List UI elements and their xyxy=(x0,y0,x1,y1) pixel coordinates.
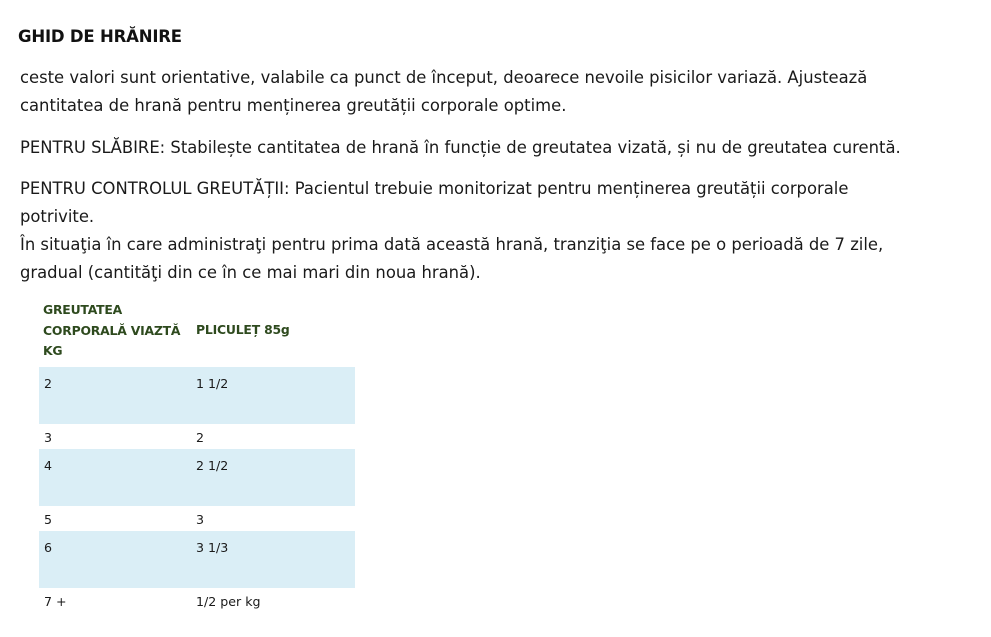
column-header-sachet: PLICULEȚ 85g xyxy=(196,322,290,337)
paragraph-line: potrivite. xyxy=(20,207,95,226)
column-header-weight: GREUTATEA CORPORALĂ VIAZTĂ KG xyxy=(43,302,181,358)
weight-cell: 2 xyxy=(44,376,53,391)
paragraph-line: gradual (cantităţi din ce în ce mai mari din noua hrană). xyxy=(20,263,481,282)
table-row xyxy=(39,424,355,449)
table-header xyxy=(39,300,355,367)
weight-cell: 6 xyxy=(44,540,53,555)
sachet-cell: 2 1/2 xyxy=(196,458,229,473)
table-row xyxy=(39,506,355,531)
table-row xyxy=(39,588,355,613)
weight-cell: 7 + xyxy=(44,594,67,609)
sachet-cell: 2 xyxy=(196,430,205,445)
paragraph-line: În situaţia în care administraţi pentru prima dată această hrană, tranziţia se face pe o perioadă de 7 zile, xyxy=(20,235,884,254)
table-row xyxy=(39,531,355,588)
sachet-cell: 1/2 per kg xyxy=(196,594,261,609)
transition-paragraph xyxy=(20,231,970,287)
table-row xyxy=(39,449,355,506)
sachet-cell: 3 xyxy=(196,512,205,527)
document-title: GHID DE HRĂNIRE xyxy=(18,27,182,46)
paragraph-line: cantitatea de hrană pentru menținerea greutății corporale optime. xyxy=(20,96,567,115)
paragraph-line: PENTRU CONTROLUL GREUTĂȚII: Pacientul trebuie monitorizat pentru menținerea greutății corporale xyxy=(20,179,849,198)
intro-paragraph xyxy=(20,64,970,120)
sachet-cell: 1 1/2 xyxy=(196,376,229,391)
table-row xyxy=(39,367,355,424)
weight-loss-paragraph xyxy=(20,134,970,162)
paragraph-line: PENTRU SLĂBIRE: Stabilește cantitatea de hrană în funcție de greutatea vizată, și nu de greutatea curentă. xyxy=(20,138,901,157)
weight-control-paragraph xyxy=(20,175,970,231)
paragraph-line: ceste valori sunt orientative, valabile ca punct de început, deoarece nevoile pisicilor variază. Ajustează xyxy=(20,68,868,87)
weight-cell: 4 xyxy=(44,458,53,473)
weight-cell: 3 xyxy=(44,430,53,445)
sachet-cell: 3 1/3 xyxy=(196,540,229,555)
weight-cell: 5 xyxy=(44,512,53,527)
feeding-table xyxy=(39,300,355,613)
